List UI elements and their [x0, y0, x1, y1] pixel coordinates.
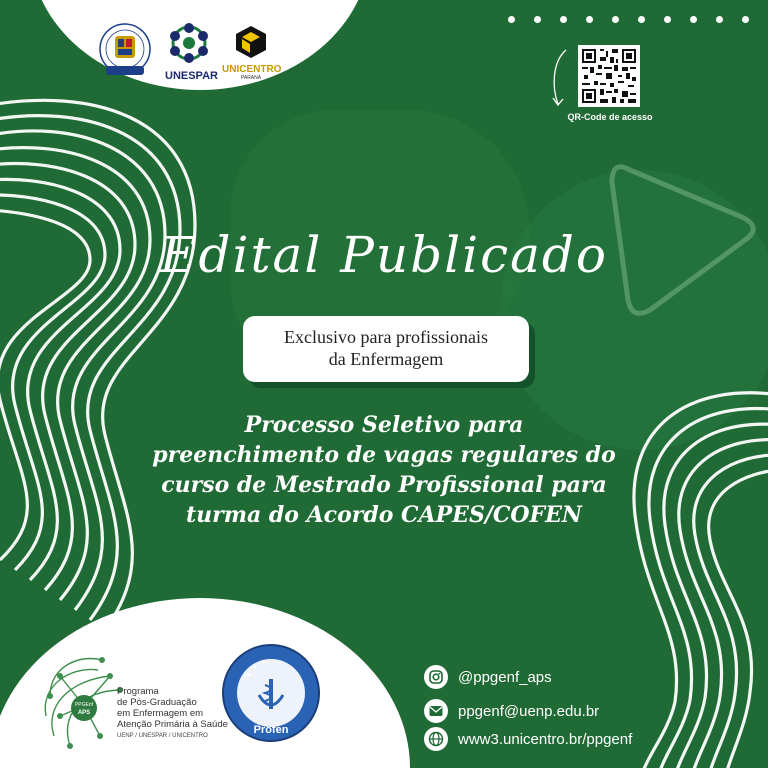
program-line-4: Atenção Primária à Saúde [117, 719, 228, 730]
email-address: ppgenf@uenp.edu.br [458, 702, 600, 720]
instagram-contact[interactable] [424, 664, 552, 690]
audience-pill [243, 316, 529, 382]
description-line-3: curso de Mestrado Profissional para [161, 472, 607, 498]
audience-line-1: Exclusivo para profissionais [284, 327, 488, 347]
unespar-wordmark: UNESPAR [165, 70, 218, 82]
svg-text:PPGEnf: PPGEnf [74, 702, 94, 708]
selection-description [100, 410, 668, 530]
decorative-dots [508, 16, 756, 30]
program-line-2: de Pós-Graduação [117, 697, 197, 708]
instagram-handle: @ppgenf_aps [458, 668, 552, 686]
unespar-logo [165, 22, 218, 82]
instagram-icon [424, 665, 448, 689]
profen-seal [221, 643, 321, 743]
audience-line-2: da Enfermagem [328, 349, 444, 369]
curved-arrow-icon [548, 48, 572, 110]
description-line-1: Processo Seletivo para [244, 412, 524, 438]
unicentro-wordmark: UNICENTRO [222, 64, 282, 75]
website-contact[interactable] [424, 726, 632, 752]
description-line-4: turma do Acordo CAPES/COFEN [185, 502, 583, 528]
svg-text:APS: APS [77, 710, 91, 716]
program-institutions: UENP / UNESPAR / UNICENTRO [117, 733, 208, 739]
profen-label: Profen [253, 724, 289, 736]
qr-code[interactable] [578, 45, 640, 107]
qr-caption: QR-Code de acesso [567, 112, 653, 122]
program-line-3: em Enfermagem em [117, 708, 204, 719]
uenp-logo [98, 22, 152, 80]
page-title: Edital Publicado [159, 226, 609, 284]
program-line-1: Programa [117, 686, 159, 697]
envelope-icon [424, 699, 448, 723]
email-contact[interactable] [424, 698, 599, 724]
program-name [117, 686, 228, 742]
globe-icon [424, 727, 448, 751]
description-line-2: preenchimento de vagas regulares do [152, 442, 616, 468]
unicentro-subtitle: PARANÁ [240, 75, 262, 81]
website-url: www3.unicentro.br/ppgenf [458, 730, 633, 748]
unicentro-logo [222, 22, 280, 81]
